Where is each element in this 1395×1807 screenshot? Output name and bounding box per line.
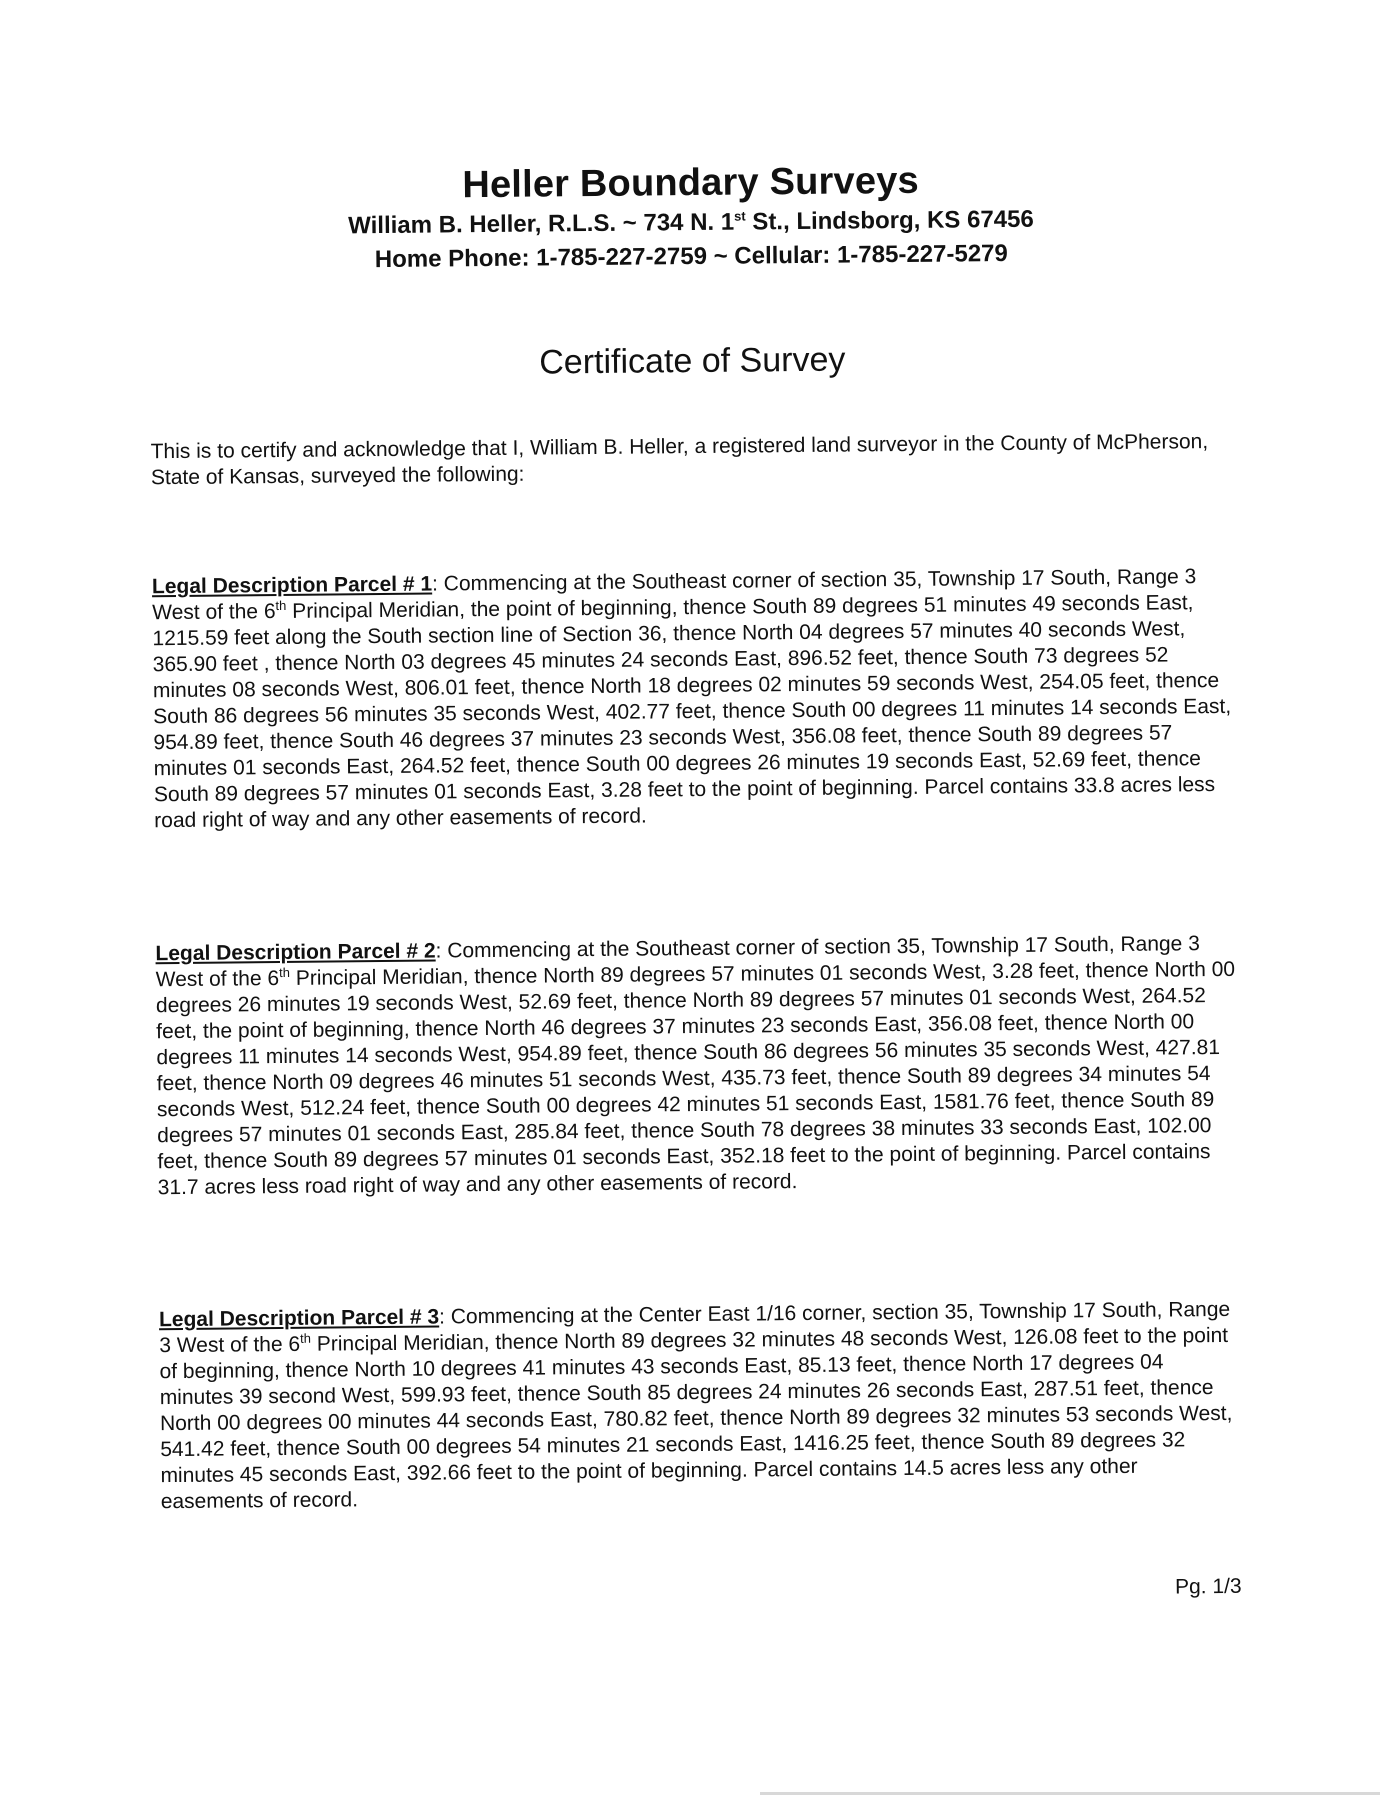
page-number: Pg. 1/3 <box>1174 1574 1242 1599</box>
parcel-description-2 <box>155 931 1237 1201</box>
ordinal-superscript: th <box>275 597 287 614</box>
parcel-text-body: Principal Meridian, thence North 89 degrees 32 minutes 48 seconds West, 126.08 feet to the point of beginning, thence North 10 degrees 41 minutes 43 seconds East, 85.13 feet, thence North 17 degrees 04 minutes 39 second West, 599.93 feet, thence South 85 degrees 24 minutes 26 seconds East, 287.51 feet, thence North 00 degrees 00 minutes 44 seconds East, 780.82 feet, thence North 89 degrees 32 minutes 53 seconds West, 541.42 feet, thence South 00 degrees 54 minutes 21 seconds East, 1416.25 feet, thence South 89 degrees 32 minutes 45 seconds East, 392.66 feet to the point of beginning. Parcel contains 14.5 acres less any other easements of record. <box>159 1323 1233 1514</box>
parcel-text: : Commencing at the Center East 1/16 corner, section 35, Township 17 South, Range 3 West of the 6 <box>159 1297 1231 1358</box>
address-text: William B. Heller, R.L.S. ~ 734 N. 1 <box>348 208 735 240</box>
parcel-heading: Legal Description Parcel # 2 <box>155 939 436 966</box>
firm-name: Heller Boundary Surveys <box>462 159 920 207</box>
parcel-heading: Legal Description Parcel # 1 <box>151 572 433 599</box>
parcel-text-body: Principal Meridian, thence North 89 degrees 57 minutes 01 seconds West, 3.28 feet, thence North 00 degrees 26 minutes 19 seconds West, 52.69 feet, thence North 89 degrees 57 minutes 01 seconds West, 264.52 feet, the point of beginning, thence North 46 degrees 37 minutes 23 seconds East, 356.08 feet, thence North 00 degrees 11 minutes 14 seconds West, 954.89 feet, thence South 86 degrees 56 minutes 35 seconds West, 427.81 feet, thence North 09 degrees 46 minutes 51 seconds West, 435.73 feet, thence South 89 degrees 34 minutes 54 seconds West, 512.24 feet, thence South 00 degrees 42 minutes 51 seconds East, 1581.76 feet, thence South 89 degrees 57 minutes 01 seconds East, 285.84 feet, thence South 78 degrees 38 minutes 33 seconds East, 102.00 feet, thence South 89 degrees 57 minutes 01 seconds East, 352.18 feet to the point of beginning. Parcel contains 31.7 acres less road right of way and any other easements of record. <box>155 957 1236 1200</box>
parcel-description-3 <box>159 1297 1241 1515</box>
address-text-end: St., Lindsborg, KS 67456 <box>745 205 1034 236</box>
parcel-text: : Commencing at the Southeast corner of section 35, Township 17 South, Range 3 West of the 6 <box>152 565 1197 625</box>
parcel-text-body: Principal Meridian, the point of beginning, thence South 89 degrees 51 minutes 49 seconds East, 1215.59 feet along the South section line of Section 36, thence North 04 degrees 57 minutes 40 seconds West, 365.90 feet , thence North 03 degrees 45 minutes 24 seconds East, 896.52 feet, thence South 73 degrees 52 minutes 08 seconds West, 806.01 feet, thence North 18 degrees 02 minutes 59 seconds West, 254.05 feet, thence South 86 degrees 56 minutes 35 seconds West, 402.77 feet, thence South 00 degrees 11 minutes 14 seconds East, 954.89 feet, thence South 46 degrees 37 minutes 23 seconds West, 356.08 feet, thence South 89 degrees 57 minutes 01 seconds East, 264.52 feet, thence South 00 degrees 26 minutes 19 seconds East, 52.69 feet, thence South 89 degrees 57 minutes 01 seconds East, 3.28 feet to the point of beginning. Parcel contains 33.8 acres less road right of way and any other easements of record. <box>152 591 1232 833</box>
letterhead <box>0 153 1389 280</box>
certification-statement: This is to certify and acknowledge that I, William B. Heller, a registered land surveyor in the County of McPherson, State of Kansas, surveyed the following: <box>150 430 1209 490</box>
ordinal-superscript: th <box>278 964 290 981</box>
scan-edge-line <box>760 1792 1380 1795</box>
phone-numbers: Home Phone: 1-785-227-2759 ~ Cellular: 1-785-227-5279 <box>374 239 1008 274</box>
ordinal-superscript: th <box>299 1330 311 1346</box>
address-superscript: st <box>734 208 746 224</box>
parcel-description-1 <box>152 564 1234 834</box>
parcel-text: : Commencing at the Southeast corner of section 35, Township 17 South, Range 3 West of the 6 <box>155 932 1200 992</box>
document-title: Certificate of Survey <box>539 340 846 382</box>
parcel-heading: Legal Description Parcel # 3 <box>158 1305 440 1332</box>
